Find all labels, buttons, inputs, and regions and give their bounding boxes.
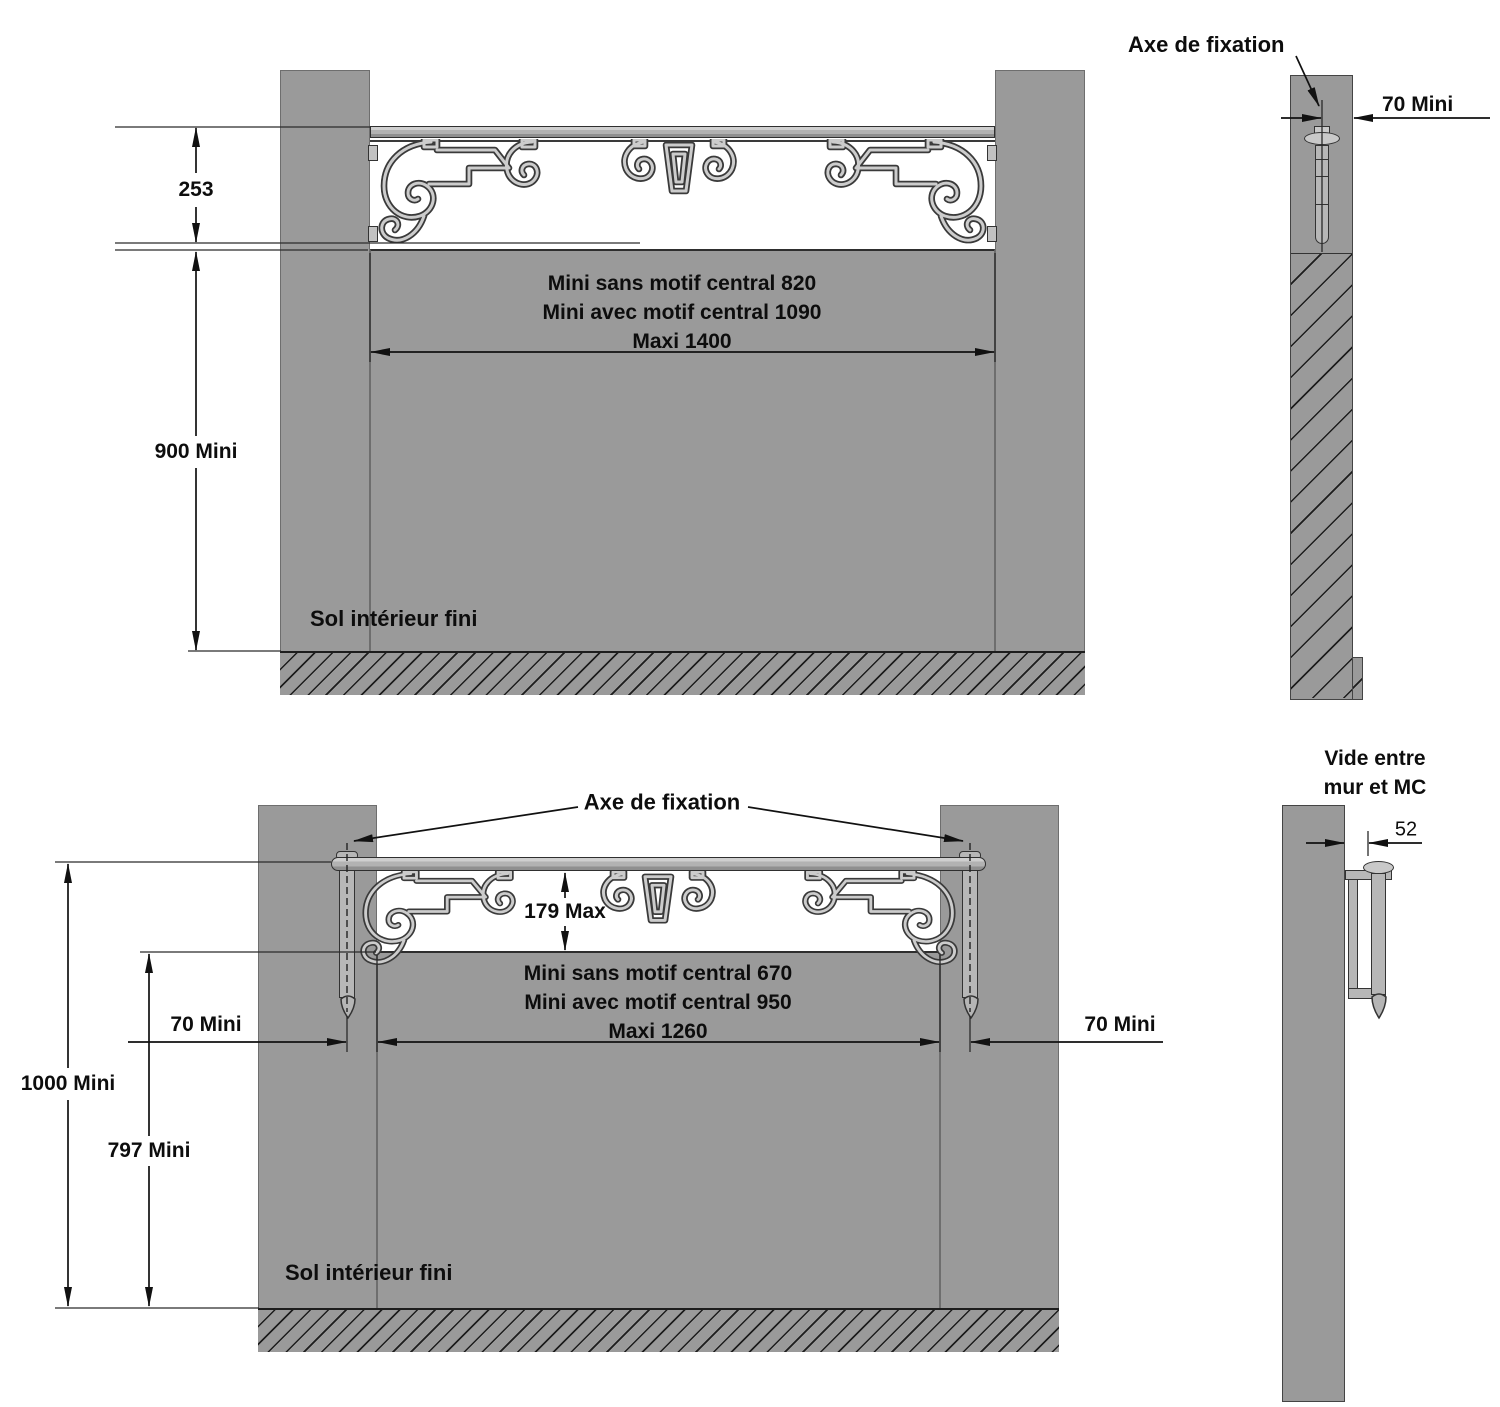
anchor-washer — [1304, 132, 1340, 145]
dim-label-height-min: 900 Mini — [154, 439, 238, 463]
gap-title-line-1: Vide entre — [1324, 747, 1426, 770]
railing-bar-shadow-line — [370, 140, 995, 142]
wall-mount-lug — [368, 226, 378, 242]
width-line-2: Mini avec motif central 950 — [524, 990, 792, 1014]
width-line-1: Mini sans motif central 670 — [523, 962, 793, 985]
post-profile — [1371, 873, 1386, 995]
ornament-strip-profile — [1348, 879, 1358, 999]
width-line-1: Mini sans motif central 820 — [547, 272, 817, 295]
post-cap-profile — [1363, 861, 1394, 874]
masonry-pillar-right — [995, 70, 1085, 652]
anchor-shaft — [1315, 145, 1329, 244]
wall-mount-lug — [368, 145, 378, 161]
dim-label-ornament-height: 253 — [178, 177, 214, 201]
fixation-axis-label-tableau: Axe de fixation — [1128, 32, 1285, 57]
width-line-3: Maxi 1260 — [608, 1019, 708, 1043]
interior-floor-section — [258, 1308, 1059, 1352]
masonry-pillar-left — [280, 70, 370, 652]
railing-handrail-bar — [331, 857, 986, 871]
wall-section-step — [1352, 657, 1363, 700]
dim-label-embed-min: 70 Mini — [1382, 93, 1454, 116]
dim-label-edge-min-right: 70 Mini — [1084, 1012, 1156, 1036]
dim-label-gap-value: 52 — [1394, 818, 1418, 841]
width-line-3: Maxi 1400 — [632, 329, 732, 353]
dim-label-drop-max: 179 Max — [524, 899, 606, 923]
floor-label-facade: Sol intérieur fini — [285, 1260, 453, 1285]
dim-label-height-min-rail: 797 Mini — [107, 1138, 191, 1162]
masonry-pillar-left — [258, 805, 377, 1309]
width-line-2: Mini avec motif central 1090 — [542, 300, 822, 324]
wall-mount-lug — [987, 226, 997, 242]
interior-floor-section — [280, 651, 1085, 695]
railing-post-left — [339, 858, 355, 998]
wall-mount-lug — [987, 145, 997, 161]
gap-title — [1324, 745, 1427, 803]
railing-ornament-tableau — [370, 139, 995, 246]
railing-handrail-bar — [370, 126, 995, 138]
gap-title-line-2: mur et MC — [1323, 775, 1427, 799]
fixation-axis-label-facade: Axe de fixation — [583, 789, 741, 815]
dim-label-height-min-total: 1000 Mini — [20, 1071, 116, 1095]
wall-elevation — [1282, 805, 1345, 1402]
railing-post-right — [962, 858, 978, 998]
masonry-pillar-right — [940, 805, 1059, 1309]
width-dimension-text-facade — [524, 960, 792, 1047]
dim-label-edge-min-left: 70 Mini — [170, 1012, 242, 1036]
floor-label-tableau: Sol intérieur fini — [310, 606, 478, 631]
width-dimension-text-tableau — [543, 270, 822, 357]
wall-section-hatched — [1291, 253, 1352, 698]
